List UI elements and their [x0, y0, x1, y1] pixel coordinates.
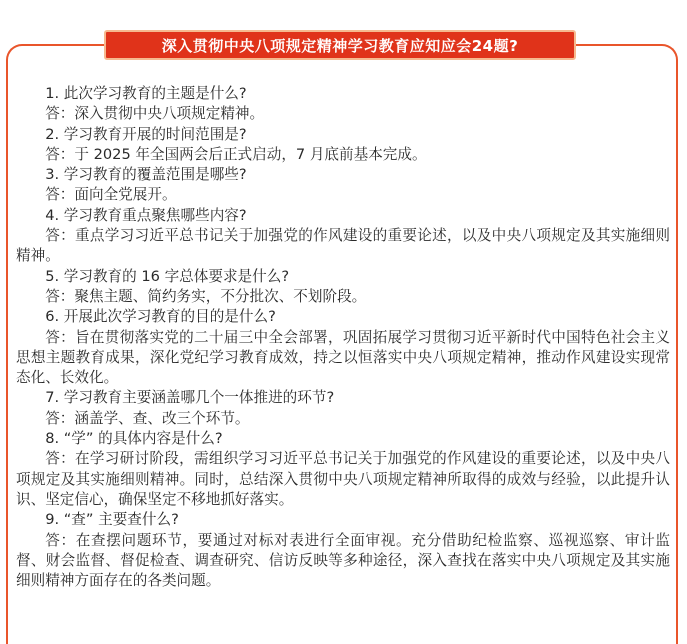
qa-item-6: [16, 307, 670, 388]
question: 5. 学习教育的 16 字总体要求是什么?: [45, 267, 290, 285]
answer: 答：在学习研讨阶段，需组织学习习近平总书记关于加强党的作风建设的重要论述，以及中央八项规定及其实施细则精神。同时，总结深入贯彻中央八项规定精神所取得的成效与经验，以此提升认识、坚定信心，确保坚定不移地抓好落实。: [16, 450, 670, 508]
answer: 答：聚焦主题、简约务实，不分批次、不划阶段。: [45, 287, 367, 305]
question: 3. 学习教育的覆盖范围是哪些?: [45, 166, 247, 184]
qa-item-7: [16, 388, 670, 429]
question: 9. “查” 主要查什么?: [45, 511, 179, 529]
qa-list: [16, 84, 670, 591]
question: 7. 学习教育主要涵盖哪几个一体推进的环节?: [45, 389, 335, 407]
answer: 答：重点学习习近平总书记关于加强党的作风建设的重要论述，以及中央八项规定及其实施细则精神。: [16, 227, 670, 265]
qa-item-8: [16, 429, 670, 510]
question: 1. 此次学习教育的主题是什么?: [45, 85, 247, 102]
answer: 答：于 2025 年全国两会后正式启动，7 月底前基本完成。: [45, 145, 427, 163]
qa-item-2: [16, 125, 670, 166]
question: 8. “学” 的具体内容是什么?: [45, 430, 223, 448]
question: 2. 学习教育开展的时间范围是?: [45, 125, 247, 143]
qa-item-9: [16, 510, 670, 591]
answer: 答：涵盖学、查、改三个环节。: [45, 409, 250, 427]
answer: 答：在查摆问题环节，要通过对标对表进行全面审视。充分借助纪检监察、巡视巡察、审计监督、财会监督、督促检查、调查研究、信访反映等多种途径，深入查找在落实中央八项规定及其实施细则精神方面存在的各类问题。: [16, 531, 670, 590]
qa-item-3: [16, 165, 670, 206]
answer: 答：面向全党展开。: [45, 186, 177, 204]
qa-item-1: [16, 84, 670, 125]
qa-item-4: [16, 206, 670, 267]
article-title: 深入贯彻中央八项规定精神学习教育应知应会24题?: [161, 36, 519, 55]
question: 6. 开展此次学习教育的目的是什么?: [45, 308, 276, 326]
answer: 答：旨在贯彻落实党的二十届三中全会部署，巩固拓展学习贯彻习近平新时代中国特色社会主义思想主题教育成果，深化党纪学习教育成效，持之以恒落实中央八项规定精神，推动作风建设实现常态化、长效化。: [16, 328, 670, 387]
question: 4. 学习教育重点聚焦哪些内容?: [45, 206, 247, 224]
answer: 答：深入贯彻中央八项规定精神。: [45, 105, 265, 123]
title-banner: [104, 30, 576, 60]
qa-item-5: [16, 267, 670, 308]
